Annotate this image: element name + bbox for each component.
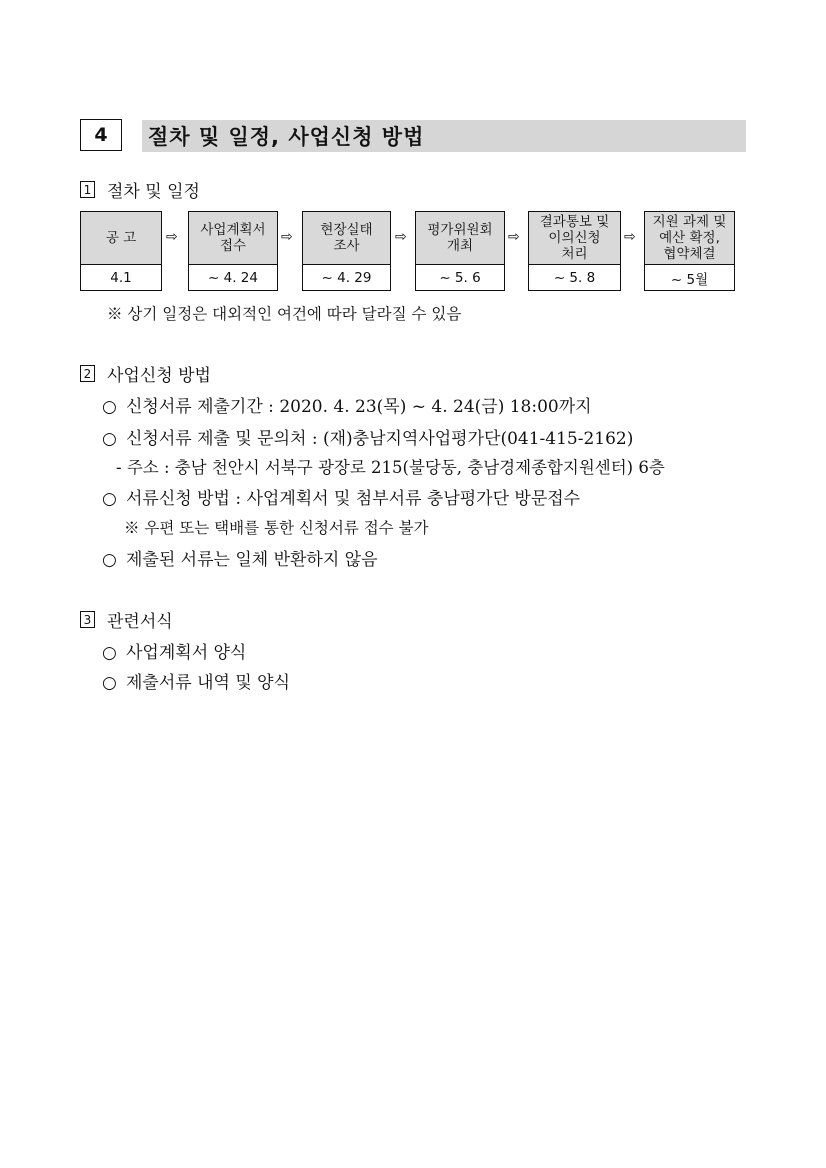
subsection-1-heading — [80, 177, 200, 202]
flow-step-4 — [415, 211, 505, 291]
flow-step-2-date: ~ 4. 24 — [208, 269, 258, 286]
list-item: ○ 서류신청 방법 : 사업계획서 및 첨부서류 충남평가단 방문접수 — [102, 489, 581, 509]
list-item: ○ 신청서류 제출기간 : 2020. 4. 23(목) ~ 4. 24(금) 18:00까지 — [102, 397, 592, 417]
flow-arrow-icon: ⇨ — [281, 229, 293, 245]
bullet-icon: ○ — [102, 643, 117, 663]
address-line: - 주소 : 충남 천안시 서북구 광장로 215(불당동, 충남경제종합지원센터) 6층 — [116, 458, 665, 477]
flow-step-5-label: 결과통보 및 이의신청 처리 — [529, 212, 620, 265]
flow-step-2 — [188, 211, 278, 291]
flow-step-1 — [80, 211, 162, 291]
submission-note: ※ 우편 또는 택배를 통한 신청서류 접수 불가 — [124, 519, 429, 537]
schedule-note: ※ 상기 일정은 대외적인 여건에 따라 달라질 수 있음 — [107, 305, 462, 323]
flow-step-1-date: 4.1 — [110, 269, 132, 286]
flow-step-3-label: 현장실태 조사 — [303, 212, 390, 265]
subsection-3-heading — [80, 607, 173, 632]
flow-step-4-label: 평가위원회 개최 — [416, 212, 504, 265]
bullet-icon: ○ — [102, 489, 117, 509]
flow-step-4-date: ~ 5. 6 — [439, 269, 481, 286]
section-title: 절차 및 일정, 사업신청 방법 — [142, 120, 746, 152]
flow-step-5 — [528, 211, 621, 291]
subsection-3-title: 관련서식 — [107, 612, 173, 632]
flow-step-2-label: 사업계획서 접수 — [189, 212, 277, 265]
flow-step-6-label: 지원 과제 및 예산 확정, 협약체결 — [645, 212, 734, 265]
flow-arrow-icon: ⇨ — [508, 229, 520, 245]
flow-step-3-date: ~ 4. 29 — [321, 269, 372, 286]
flow-arrow-icon: ⇨ — [166, 229, 178, 245]
subsection-1-title: 절차 및 일정 — [107, 182, 200, 202]
bullet-icon: ○ — [102, 397, 117, 417]
list-item: ○ 제출된 서류는 일체 반환하지 않음 — [102, 550, 378, 570]
flow-step-5-date: ~ 5. 8 — [553, 269, 596, 286]
bullet-icon: ○ — [102, 550, 117, 570]
flow-step-6-date: ~ 5월 — [670, 271, 709, 288]
subsection-1-number: 1 — [80, 181, 95, 198]
flow-arrow-icon: ⇨ — [624, 229, 636, 245]
subsection-2-heading — [80, 361, 211, 386]
bullet-icon: ○ — [102, 429, 117, 449]
list-item: ○ 사업계획서 양식 — [102, 643, 247, 663]
subsection-3-number: 3 — [80, 611, 95, 628]
flow-arrow-icon: ⇨ — [395, 229, 407, 245]
subsection-2-number: 2 — [80, 365, 95, 382]
flow-step-6 — [644, 211, 735, 291]
flow-step-1-label: 공 고 — [81, 212, 161, 265]
subsection-2-title: 사업신청 방법 — [107, 366, 211, 386]
list-item: ○ 제출서류 내역 및 양식 — [102, 673, 291, 693]
list-item: ○ 신청서류 제출 및 문의처 : (재)충남지역사업평가단(041-415-2162) — [102, 429, 634, 449]
flow-step-3 — [302, 211, 391, 291]
section-number: 4 — [80, 119, 122, 151]
bullet-icon: ○ — [102, 673, 117, 693]
